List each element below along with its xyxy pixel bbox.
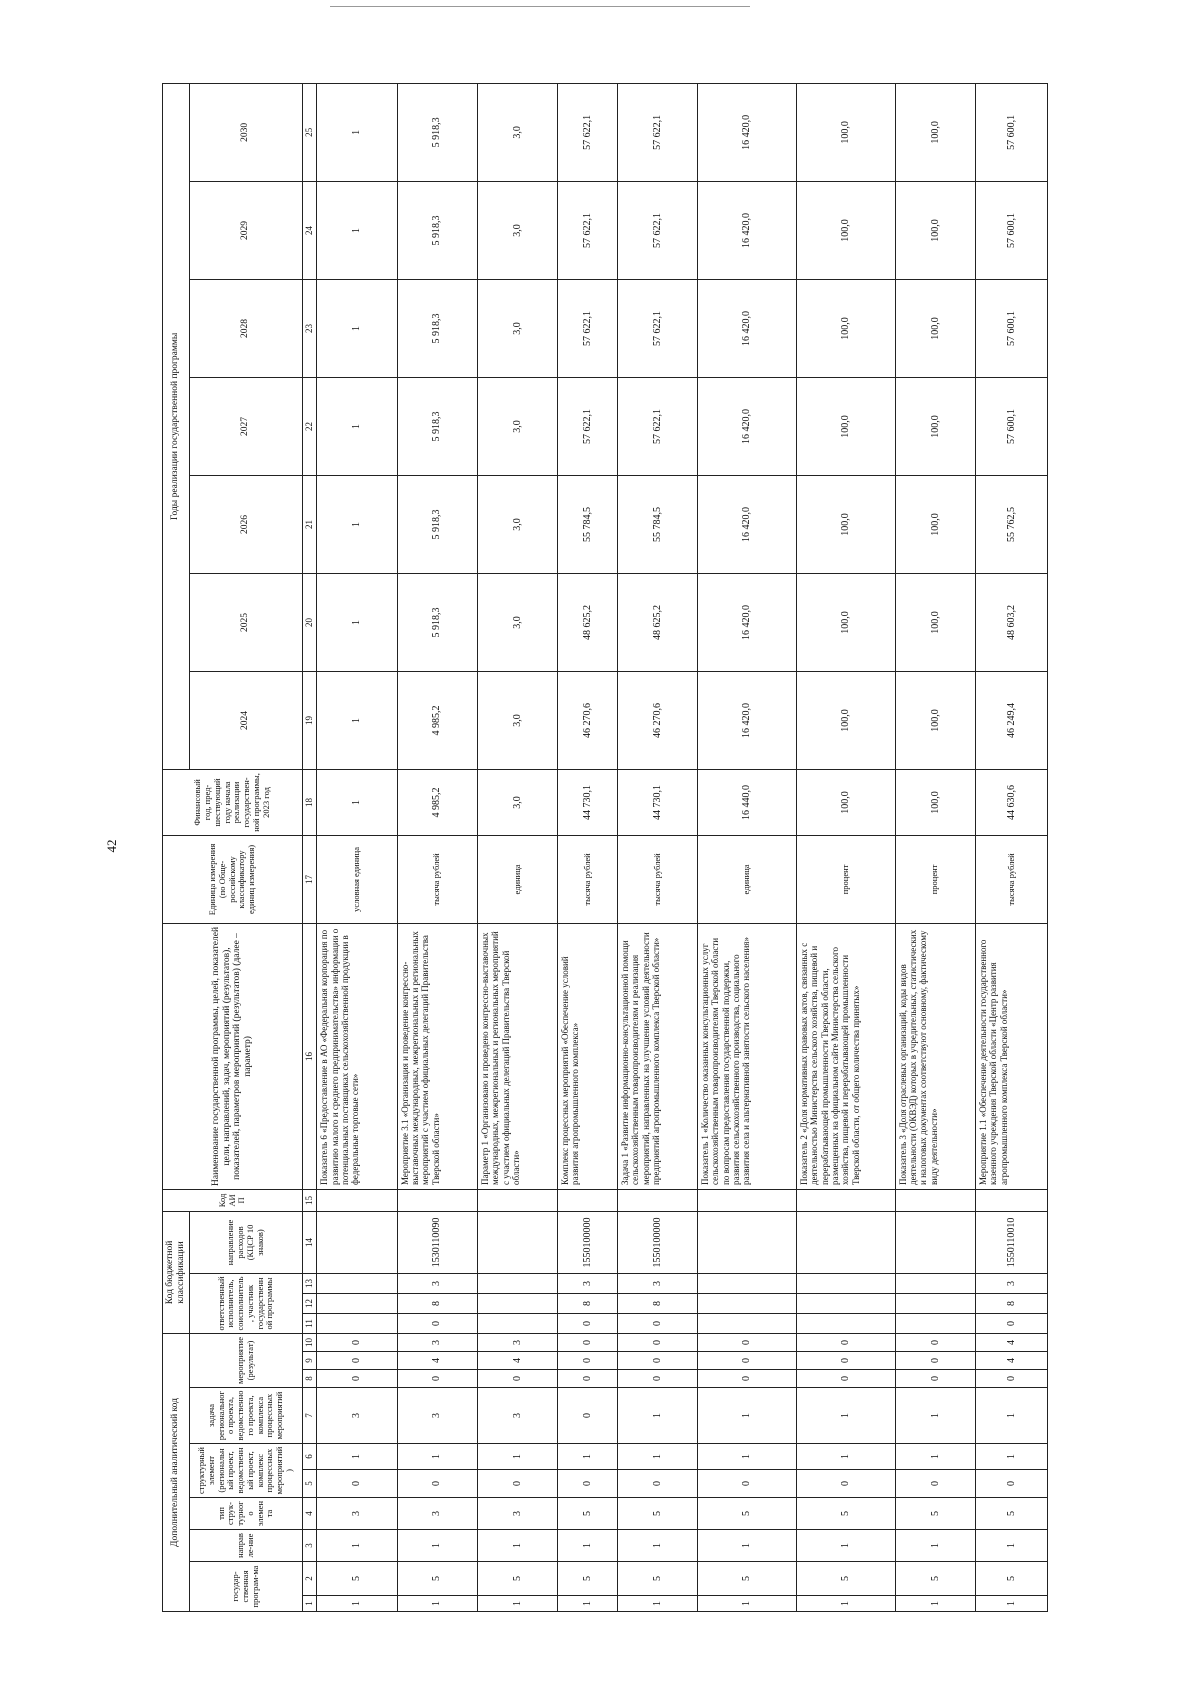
cell-code-nr: 1550100000 [617, 1211, 697, 1273]
column-index: 9 [302, 1352, 316, 1370]
cell-year-value: 4 985,2 [397, 671, 477, 769]
header-napr: направле-ние [189, 1530, 302, 1562]
cell-year-value: 3,0 [477, 181, 557, 279]
cell-year-value: 100,0 [895, 573, 975, 671]
cell-code-c12 [317, 1293, 397, 1313]
cell-code-aip [558, 1189, 618, 1211]
cell-code-aip [317, 1189, 397, 1211]
cell-code-c4: 5 [617, 1498, 697, 1530]
cell-year-value: 55 784,5 [617, 475, 697, 573]
cell-name: Показатель 2 «Доля нормативных правовых актов, связанных с деятельностью Министерства сельского хозяйства, пищевой и перерабатывающей промышленности Тверской области, размещенных на официальном сайте Министерства сельского хозяйства, пищевой и перерабатывающей промышленности Тверской области, от общего количества принятых» [796, 923, 895, 1189]
cell-year-value: 1 [317, 573, 397, 671]
rotated-table-container [162, 100, 1048, 1612]
header-year-2029: 2029 [189, 181, 302, 279]
cell-year-value: 16 420,0 [698, 475, 797, 573]
column-index: 20 [302, 573, 316, 671]
cell-unit: процент [796, 835, 895, 923]
cell-unit: тысяча рублей [975, 835, 1047, 923]
header-year-2025: 2025 [189, 573, 302, 671]
header-years-title: Годы реализации государственной программы [163, 83, 190, 769]
cell-year-value: 100,0 [895, 83, 975, 181]
cell-code-c8: 0 [895, 1370, 975, 1388]
cell-name: Мероприятие 3.1 «Организация и проведение конгрессно-выставочных международных, межрегиональных и региональных мероприятий с участием официальных делегаций Правительства Тверской области» [397, 923, 477, 1189]
cell-code-c11 [698, 1313, 797, 1333]
cell-fin-2023: 16 440,0 [698, 769, 797, 835]
cell-code-c9: 0 [796, 1352, 895, 1370]
cell-code-aip [617, 1189, 697, 1211]
cell-year-value: 100,0 [796, 181, 895, 279]
cell-fin-2023: 44 630,6 [975, 769, 1047, 835]
cell-year-value: 16 420,0 [698, 377, 797, 475]
cell-code-c10: 3 [477, 1333, 557, 1351]
table-row [477, 83, 557, 1611]
cell-unit: тысяча рублей [397, 835, 477, 923]
cell-code-c13 [477, 1273, 557, 1293]
cell-code-c4: 5 [796, 1498, 895, 1530]
cell-year-value: 57 600,1 [975, 279, 1047, 377]
cell-code-c1: 1 [895, 1596, 975, 1612]
cell-code-c6: 1 [397, 1444, 477, 1470]
cell-code-c7: 3 [477, 1388, 557, 1444]
cell-fin-2023: 1 [317, 769, 397, 835]
cell-year-value: 57 600,1 [975, 377, 1047, 475]
cell-code-c7: 3 [317, 1388, 397, 1444]
cell-code-c8: 0 [558, 1370, 618, 1388]
cell-code-c2: 5 [796, 1562, 895, 1596]
cell-code-c7: 1 [975, 1388, 1047, 1444]
cell-year-value: 46 249,4 [975, 671, 1047, 769]
cell-unit: единица [477, 835, 557, 923]
table-row [975, 83, 1047, 1611]
cell-year-value: 48 603,2 [975, 573, 1047, 671]
cell-code-c1: 1 [698, 1596, 797, 1612]
cell-year-value: 16 420,0 [698, 83, 797, 181]
column-index: 24 [302, 181, 316, 279]
cell-year-value: 57 622,1 [558, 181, 618, 279]
column-index: 4 [302, 1498, 316, 1530]
column-index: 14 [302, 1211, 316, 1273]
cell-code-c11: 0 [397, 1313, 477, 1333]
cell-code-c8: 0 [698, 1370, 797, 1388]
cell-code-c7: 0 [558, 1388, 618, 1444]
cell-code-c9: 4 [477, 1352, 557, 1370]
cell-unit: тысяча рублей [558, 835, 618, 923]
cell-code-c10: 3 [397, 1333, 477, 1351]
header-aip: Код АИП [163, 1189, 303, 1211]
cell-code-c1: 1 [975, 1596, 1047, 1612]
cell-code-c13 [317, 1273, 397, 1293]
program-table [162, 83, 1048, 1612]
cell-code-aip [796, 1189, 895, 1211]
column-index: 3 [302, 1530, 316, 1562]
cell-code-c3: 1 [617, 1530, 697, 1562]
cell-year-value: 16 420,0 [698, 279, 797, 377]
cell-code-c13: 3 [558, 1273, 618, 1293]
column-index: 2 [302, 1562, 316, 1596]
cell-code-c2: 5 [617, 1562, 697, 1596]
cell-code-c7: 1 [895, 1388, 975, 1444]
cell-year-value: 1 [317, 181, 397, 279]
cell-code-c12 [477, 1293, 557, 1313]
cell-code-c10: 0 [895, 1333, 975, 1351]
cell-unit: тысяча рублей [617, 835, 697, 923]
cell-code-c5: 0 [698, 1470, 797, 1498]
cell-code-c1: 1 [477, 1596, 557, 1612]
cell-code-c13: 3 [975, 1273, 1047, 1293]
cell-code-aip [975, 1189, 1047, 1211]
cell-code-c7: 3 [397, 1388, 477, 1444]
cell-year-value: 5 918,3 [397, 83, 477, 181]
cell-year-value: 3,0 [477, 475, 557, 573]
cell-fin-2023: 100,0 [895, 769, 975, 835]
cell-code-nr [895, 1211, 975, 1273]
cell-code-c6: 1 [975, 1444, 1047, 1470]
cell-name: Комплекс процессных мероприятий «Обеспечение условий развития агропромышленного комплекса» [558, 923, 618, 1189]
header-mer: мероприятие (результат) [189, 1333, 302, 1387]
cell-code-c13 [698, 1273, 797, 1293]
cell-code-c10: 0 [617, 1333, 697, 1351]
column-index: 12 [302, 1293, 316, 1313]
table-row [895, 83, 975, 1611]
cell-code-nr: 1550100000 [558, 1211, 618, 1273]
cell-code-c9: 0 [317, 1352, 397, 1370]
cell-year-value: 5 918,3 [397, 279, 477, 377]
column-index-row [302, 83, 316, 1611]
header-nr: направление расходов (КЦСР 10 знаков) [189, 1211, 302, 1273]
header-fin: Финансовый год, пред-шествующий году начала реализации государствен-ной программы, 2023 год [163, 769, 303, 835]
header-unit: Единица измерения (по Обще-российскому классификатору единиц измерения) [163, 835, 303, 923]
cell-code-nr [317, 1211, 397, 1273]
cell-year-value: 3,0 [477, 671, 557, 769]
cell-year-value: 1 [317, 671, 397, 769]
cell-code-c9: 0 [558, 1352, 618, 1370]
cell-year-value: 46 270,6 [617, 671, 697, 769]
cell-year-value: 5 918,3 [397, 181, 477, 279]
cell-code-c12 [698, 1293, 797, 1313]
cell-code-c5: 0 [975, 1470, 1047, 1498]
table-row [796, 83, 895, 1611]
cell-year-value: 100,0 [796, 377, 895, 475]
cell-code-c10: 0 [317, 1333, 397, 1351]
cell-code-c9: 4 [397, 1352, 477, 1370]
header-year-2030: 2030 [189, 83, 302, 181]
cell-code-c6: 1 [617, 1444, 697, 1470]
header-year-2026: 2026 [189, 475, 302, 573]
cell-code-c7: 1 [698, 1388, 797, 1444]
table-row [397, 83, 477, 1611]
cell-code-nr: 1550110010 [975, 1211, 1047, 1273]
cell-code-c4: 5 [975, 1498, 1047, 1530]
cell-code-c5: 0 [796, 1470, 895, 1498]
column-index: 10 [302, 1333, 316, 1351]
cell-code-c6: 1 [477, 1444, 557, 1470]
cell-year-value: 3,0 [477, 377, 557, 475]
cell-code-c10: 0 [796, 1333, 895, 1351]
header-gp: государ-ственная програм-ма [189, 1562, 302, 1612]
cell-unit: единица [698, 835, 797, 923]
cell-name: Показатель 6 «Предоставление в АО «Федеральная корпорация по развитию малого и среднего предпринимательства» информации о потенциальных поставщиках сельскохозяйственной продукции в федеральные торговые сети» [317, 923, 397, 1189]
cell-year-value: 57 600,1 [975, 181, 1047, 279]
cell-code-c3: 1 [397, 1530, 477, 1562]
cell-code-aip [397, 1189, 477, 1211]
cell-code-c11 [317, 1313, 397, 1333]
cell-code-nr: 1530110090 [397, 1211, 477, 1273]
table-row [558, 83, 618, 1611]
cell-code-c12 [895, 1293, 975, 1313]
column-index: 7 [302, 1388, 316, 1444]
cell-code-c6: 1 [317, 1444, 397, 1470]
cell-year-value: 57 622,1 [617, 279, 697, 377]
cell-code-c8: 0 [975, 1370, 1047, 1388]
cell-name: Задача 1 «Развитие информационно-консультационной помощи сельскохозяйственным товаропроизводителям и реализация мероприятий, направленных на улучшение условий деятельности предприятий агропромышленного комплекса Тверской области» [617, 923, 697, 1189]
cell-code-c12: 8 [975, 1293, 1047, 1313]
cell-fin-2023: 100,0 [796, 769, 895, 835]
cell-code-aip [895, 1189, 975, 1211]
cell-code-c12: 8 [558, 1293, 618, 1313]
column-index: 1 [302, 1596, 316, 1612]
cell-code-c9: 0 [617, 1352, 697, 1370]
cell-code-c2: 5 [397, 1562, 477, 1596]
column-index: 23 [302, 279, 316, 377]
header-year-2028: 2028 [189, 279, 302, 377]
cell-year-value: 57 622,1 [617, 83, 697, 181]
cell-code-c2: 5 [698, 1562, 797, 1596]
column-index: 15 [302, 1189, 316, 1211]
cell-code-c2: 5 [558, 1562, 618, 1596]
cell-code-c11: 0 [975, 1313, 1047, 1333]
cell-code-c9: 0 [895, 1352, 975, 1370]
cell-year-value: 16 420,0 [698, 671, 797, 769]
column-index: 5 [302, 1470, 316, 1498]
cell-code-c5: 0 [558, 1470, 618, 1498]
cell-year-value: 5 918,3 [397, 377, 477, 475]
cell-code-c1: 1 [317, 1596, 397, 1612]
cell-code-c8: 0 [317, 1370, 397, 1388]
cell-year-value: 100,0 [796, 279, 895, 377]
cell-code-c5: 0 [477, 1470, 557, 1498]
column-index: 17 [302, 835, 316, 923]
cell-code-c3: 1 [317, 1530, 397, 1562]
cell-code-c10: 4 [975, 1333, 1047, 1351]
cell-code-c13: 3 [397, 1273, 477, 1293]
cell-year-value: 3,0 [477, 83, 557, 181]
cell-year-value: 48 625,2 [617, 573, 697, 671]
cell-code-c13 [796, 1273, 895, 1293]
cell-year-value: 55 784,5 [558, 475, 618, 573]
cell-year-value: 1 [317, 377, 397, 475]
scan-edge-line [330, 6, 750, 7]
cell-year-value: 100,0 [895, 181, 975, 279]
column-index: 22 [302, 377, 316, 475]
header-tip: тип струк-турного элемента [189, 1498, 302, 1530]
cell-code-c11 [895, 1313, 975, 1333]
column-index: 16 [302, 923, 316, 1189]
cell-code-c1: 1 [397, 1596, 477, 1612]
cell-code-c10: 0 [558, 1333, 618, 1351]
cell-code-c8: 0 [397, 1370, 477, 1388]
cell-code-c3: 1 [796, 1530, 895, 1562]
cell-code-aip [477, 1189, 557, 1211]
cell-year-value: 5 918,3 [397, 475, 477, 573]
cell-year-value: 46 270,6 [558, 671, 618, 769]
cell-code-c7: 1 [796, 1388, 895, 1444]
header-task: задача регионального проекта, ведомственного проекта, комплекса процессных мероприятий [189, 1388, 302, 1444]
column-index: 13 [302, 1273, 316, 1293]
cell-code-nr [796, 1211, 895, 1273]
cell-name: Мероприятие 1.1 «Обеспечение деятельности государственного казенного учреждения Тверской области «Центр развития агропромышленного комплекса Тверской области» [975, 923, 1047, 1189]
cell-code-c8: 0 [796, 1370, 895, 1388]
cell-code-nr [477, 1211, 557, 1273]
cell-code-c5: 0 [397, 1470, 477, 1498]
cell-year-value: 57 622,1 [558, 83, 618, 181]
cell-year-value: 1 [317, 83, 397, 181]
cell-year-value: 16 420,0 [698, 181, 797, 279]
cell-code-c1: 1 [558, 1596, 618, 1612]
cell-code-c1: 1 [617, 1596, 697, 1612]
cell-year-value: 57 622,1 [617, 181, 697, 279]
cell-code-c5: 0 [617, 1470, 697, 1498]
column-index: 18 [302, 769, 316, 835]
cell-year-value: 1 [317, 279, 397, 377]
cell-code-c3: 1 [975, 1530, 1047, 1562]
cell-code-c6: 1 [796, 1444, 895, 1470]
cell-fin-2023: 44 730,1 [617, 769, 697, 835]
cell-code-c6: 1 [895, 1444, 975, 1470]
cell-year-value: 100,0 [796, 475, 895, 573]
cell-code-c8: 0 [617, 1370, 697, 1388]
table-row [617, 83, 697, 1611]
cell-year-value: 5 918,3 [397, 573, 477, 671]
cell-fin-2023: 4 985,2 [397, 769, 477, 835]
cell-year-value: 3,0 [477, 279, 557, 377]
cell-code-c13 [895, 1273, 975, 1293]
column-index: 25 [302, 83, 316, 181]
header-dop-code: Дополнительный аналитический код [163, 1333, 190, 1611]
page-number: 42 [104, 839, 119, 853]
cell-code-c3: 1 [698, 1530, 797, 1562]
cell-code-aip [698, 1189, 797, 1211]
cell-year-value: 48 625,2 [558, 573, 618, 671]
column-index: 8 [302, 1370, 316, 1388]
table-row [698, 83, 797, 1611]
cell-code-c11: 0 [617, 1313, 697, 1333]
cell-code-c11 [477, 1313, 557, 1333]
header-isp: ответственный исполнитель, соисполнитель, участник государственной программы [189, 1273, 302, 1333]
cell-code-c2: 5 [895, 1562, 975, 1596]
cell-fin-2023: 3,0 [477, 769, 557, 835]
header-name: Наименование государственной программы, целей, показателей цели, направлений, задач, мероприятий (результатов), показателей, параметров мероприятий (результатов) (далее – параметр) [163, 923, 303, 1189]
header-struct: структурный элемент (региональный проект, ведомственный проект, комплекс процессных мероприятий) [189, 1444, 302, 1498]
cell-code-c3: 1 [558, 1530, 618, 1562]
cell-code-c9: 0 [698, 1352, 797, 1370]
column-index: 6 [302, 1444, 316, 1470]
cell-code-c12 [796, 1293, 895, 1313]
cell-unit: условная единица [317, 835, 397, 923]
cell-year-value: 100,0 [895, 671, 975, 769]
cell-code-c4: 3 [477, 1498, 557, 1530]
cell-year-value: 100,0 [796, 573, 895, 671]
cell-year-value: 55 762,5 [975, 475, 1047, 573]
cell-code-c11: 0 [558, 1313, 618, 1333]
cell-code-c8: 0 [477, 1370, 557, 1388]
cell-year-value: 57 622,1 [558, 377, 618, 475]
cell-code-c4: 3 [397, 1498, 477, 1530]
header-kbk: Код бюджетной классификации [163, 1211, 190, 1333]
cell-code-c10: 0 [698, 1333, 797, 1351]
cell-code-c2: 5 [975, 1562, 1047, 1596]
cell-name: Параметр 1 «Организовано и проведено конгрессно-выставочных международных, межрегиональных и региональных мероприятий с участием официальных делегаций Правительства Тверской области» [477, 923, 557, 1189]
cell-year-value: 3,0 [477, 573, 557, 671]
cell-fin-2023: 44 730,1 [558, 769, 618, 835]
cell-year-value: 100,0 [895, 377, 975, 475]
column-index: 19 [302, 671, 316, 769]
cell-code-c4: 5 [558, 1498, 618, 1530]
cell-code-c1: 1 [796, 1596, 895, 1612]
cell-code-c4: 5 [895, 1498, 975, 1530]
cell-year-value: 57 600,1 [975, 83, 1047, 181]
cell-year-value: 16 420,0 [698, 573, 797, 671]
header-year-2027: 2027 [189, 377, 302, 475]
cell-code-c6: 1 [558, 1444, 618, 1470]
cell-name: Показатель 3 «Доля отраслевых организаций, коды видов деятельности (ОКВЭД) которых в учредительных, статистических и налоговых документах соответствуют основному, фактическому виду деятельности» [895, 923, 975, 1189]
cell-code-c2: 5 [317, 1562, 397, 1596]
cell-code-c3: 1 [895, 1530, 975, 1562]
cell-year-value: 57 622,1 [617, 377, 697, 475]
cell-code-c2: 5 [477, 1562, 557, 1596]
cell-code-c12: 8 [397, 1293, 477, 1313]
cell-code-c4: 3 [317, 1498, 397, 1530]
cell-year-value: 100,0 [895, 475, 975, 573]
cell-year-value: 57 622,1 [558, 279, 618, 377]
cell-code-c7: 1 [617, 1388, 697, 1444]
cell-code-nr [698, 1211, 797, 1273]
table-row [317, 83, 397, 1611]
cell-code-c13: 3 [617, 1273, 697, 1293]
cell-year-value: 100,0 [895, 279, 975, 377]
cell-code-c12: 8 [617, 1293, 697, 1313]
cell-code-c11 [796, 1313, 895, 1333]
cell-year-value: 1 [317, 475, 397, 573]
cell-code-c4: 5 [698, 1498, 797, 1530]
cell-code-c9: 4 [975, 1352, 1047, 1370]
cell-unit: процент [895, 835, 975, 923]
cell-code-c5: 0 [317, 1470, 397, 1498]
cell-year-value: 100,0 [796, 83, 895, 181]
column-index: 21 [302, 475, 316, 573]
cell-code-c3: 1 [477, 1530, 557, 1562]
cell-code-c5: 0 [895, 1470, 975, 1498]
cell-year-value: 100,0 [796, 671, 895, 769]
column-index: 11 [302, 1313, 316, 1333]
header-year-2024: 2024 [189, 671, 302, 769]
cell-name: Показатель 1 «Количество оказанных консультационных услуг сельскохозяйственным товаропроизводителям Тверской области по вопросам предоставления государственной поддержки, развития сельскохозяйственного производства, социального развития села и альтернативной занятости сельского населения» [698, 923, 797, 1189]
cell-code-c6: 1 [698, 1444, 797, 1470]
